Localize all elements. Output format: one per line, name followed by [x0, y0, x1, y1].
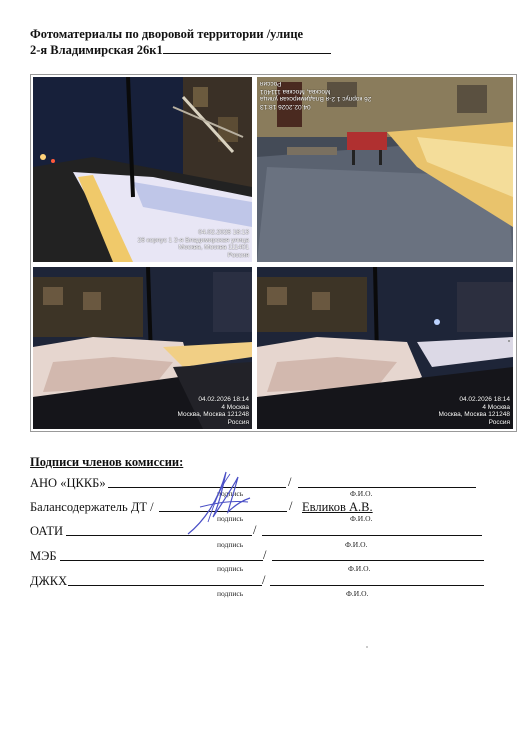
row-1-name-caption: Ф.И.О.: [350, 489, 373, 498]
row-label-meb: МЭБ: [30, 549, 57, 563]
handwritten-signature: [178, 462, 258, 542]
photo-1-datetime: 04.02.2026 18:13: [198, 229, 249, 236]
scan-speck: [366, 646, 368, 648]
photo-3: [33, 267, 252, 429]
photo-2-city: Москва, Москва 111401: [260, 88, 331, 95]
photo-2-datetime: 04.02.2026 18:13: [260, 103, 311, 110]
signatures-heading: Подписи членов комиссии:: [30, 455, 184, 469]
row-4-separator: /: [263, 548, 267, 562]
row-4-name-line: [272, 549, 484, 561]
address-underline: [163, 42, 331, 54]
photo-1-stamp: [138, 229, 249, 259]
photo-3-address: 4 Москва: [221, 403, 249, 411]
row-2-name: Евликов А.В.: [302, 500, 373, 514]
row-1-signature-caption: подпись: [217, 489, 244, 498]
photo-3-stamp: [178, 396, 250, 426]
row-2-name-caption: Ф.И.О.: [350, 514, 373, 523]
row-5-separator: /: [262, 573, 266, 587]
title-line-2: [30, 42, 331, 58]
row-label-balance-holder: Балансодержатель ДТ /: [30, 500, 154, 514]
row-5-name-caption: Ф.И.О.: [346, 589, 369, 598]
row-label-dzhkh: ДЖКХ: [30, 574, 68, 588]
photo-1-address: 26 корпус 1 2-я Владимирская улица: [137, 236, 249, 244]
photo-3-country: Россия: [227, 418, 249, 426]
row-4-signature-line: [60, 549, 263, 561]
row-1-separator: /: [288, 475, 292, 489]
title-line-1: Фотоматериалы по дворовой территории /улице: [30, 27, 304, 41]
photo-4-stamp: [439, 396, 511, 426]
photo-4-country: Россия: [488, 418, 510, 426]
photo-4: [257, 267, 513, 429]
row-2-separator: /: [289, 499, 293, 513]
photo-4-datetime: 04.02.2026 18:14: [459, 396, 510, 403]
row-4-name-caption: Ф.И.О.: [348, 564, 371, 573]
row-3-signature-caption: подпись: [217, 540, 244, 549]
photo-3-city: Москва, Москва 121248: [177, 411, 249, 418]
photo-2-stamp: [260, 80, 371, 110]
photo-grid: [30, 74, 517, 432]
row-label-anoo: АНО «ЦККБ»: [30, 476, 106, 490]
photo-4-city: Москва, Москва 121248: [438, 411, 510, 418]
row-label-oati: ОАТИ: [30, 524, 63, 538]
row-5-signature-line: [68, 574, 262, 586]
row-2-signature-caption: подпись: [217, 514, 244, 523]
photo-2: [257, 77, 513, 262]
photo-1: [33, 77, 252, 262]
row-3-name-line: [262, 524, 482, 536]
photo-3-datetime: 04.02.2026 18:14: [198, 396, 249, 403]
row-5-signature-caption: подпись: [217, 589, 244, 598]
row-1-name-line: [298, 476, 476, 488]
row-3-name-caption: Ф.И.О.: [345, 540, 368, 549]
photo-1-city: Москва, Москва 111401: [178, 244, 249, 251]
photo-2-country: Россия: [260, 80, 282, 88]
row-5-name-line: [270, 574, 484, 586]
row-3-separator: /: [253, 523, 257, 537]
address-text: 2-я Владимирская 26к1: [30, 43, 163, 57]
row-4-signature-caption: подпись: [217, 564, 244, 573]
scan-speck: [508, 340, 510, 342]
photo-1-country: Россия: [227, 251, 249, 259]
photo-4-address: 4 Москва: [482, 403, 510, 411]
document-title: [30, 26, 331, 58]
photo-2-address: 26 корпус 1 2-я Владимирская улица: [260, 95, 372, 103]
